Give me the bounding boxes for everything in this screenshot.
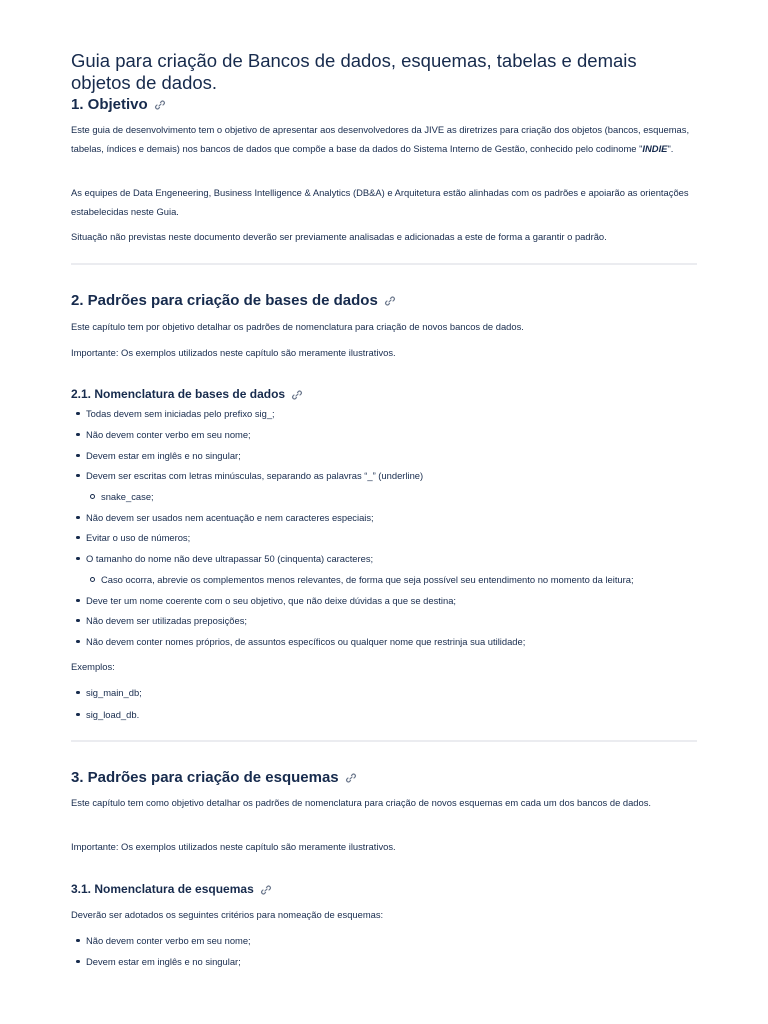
- link-icon[interactable]: [384, 295, 396, 307]
- link-icon[interactable]: [345, 772, 357, 784]
- link-icon[interactable]: [291, 389, 303, 401]
- subsection-2-1-heading: 2.1. Nomenclatura de bases de dados: [71, 387, 286, 401]
- examples-label: Exemplos:: [71, 661, 115, 672]
- section-divider: [71, 263, 697, 265]
- list-item: Não devem ser utilizadas preposições;: [71, 614, 247, 627]
- section-1-paragraph-2: As equipes de Data Engeneering, Business Intelligence & Analytics (DB&A) e Arquitetura estão alinhadas com os padrões e apoiarão as orientações estabelecidas neste Guia.: [71, 187, 689, 217]
- section-1-paragraph-3: Situação não previstas neste documento deverão ser previamente analisadas e adicionadas a este de forma a garantir o padrão.: [71, 231, 607, 242]
- section-2-paragraph-1: Este capítulo tem por objetivo detalhar os padrões de nomenclatura para criação de novos bancos de dados.: [71, 321, 524, 332]
- section-1-header: [71, 96, 166, 114]
- section-1-heading: 1. Objetivo: [71, 96, 148, 113]
- list-item: Devem estar em inglês e no singular;: [71, 449, 241, 462]
- section-2-paragraph-2: Importante: Os exemplos utilizados neste capítulo são meramente ilustrativos.: [71, 347, 396, 358]
- section-1-paragraph-1: [71, 121, 697, 158]
- section-divider: [71, 740, 697, 742]
- section-1-paragraph-1-text: Este guia de desenvolvimento tem o objetivo de apresentar aos desenvolvedores da JIVE as diretrizes para criação dos objetos (bancos, esquemas, tabelas, índices e demais) nos bancos de dados que compõe a base da dados do Sistema Interno de Gestão, conhecido pelo codinome ": [71, 124, 690, 154]
- page-title: Guia para criação de Bancos de dados, esquemas, tabelas e demais objetos de dados.: [71, 50, 637, 93]
- list-item: Todas devem sem iniciadas pelo prefixo sig_;: [71, 407, 275, 420]
- example-item: sig_main_db;: [71, 686, 142, 699]
- subsection-2-1-header: [71, 387, 303, 402]
- sub-list-item: Caso ocorra, abrevie os complementos menos relevantes, de forma que seja possível seu entendimento no momento da leitura;: [86, 573, 634, 586]
- section-3-paragraph-1: Este capítulo tem como objetivo detalhar os padrões de nomenclatura para criação de novos esquemas em cada um dos bancos de dados.: [71, 797, 652, 808]
- list-item: Não devem conter verbo em seu nome;: [71, 934, 251, 947]
- section-2-header: [71, 292, 396, 310]
- list-item: Não devem conter nomes próprios, de assuntos específicos ou qualquer nome que restrinja sua utilidade;: [71, 635, 525, 648]
- example-item: sig_load_db.: [71, 708, 139, 721]
- list-item: Devem estar em inglês e no singular;: [71, 955, 241, 968]
- list-item: Não devem conter verbo em seu nome;: [71, 428, 251, 441]
- section-1-paragraph-1-end: ".: [667, 142, 674, 154]
- list-item: Evitar o uso de números;: [71, 531, 190, 544]
- list-item: O tamanho do nome não deve ultrapassar 50 (cinquenta) caracteres;: [71, 552, 373, 565]
- list-item: Devem ser escritas com letras minúsculas, separando as palavras “_” (underline): [71, 469, 423, 482]
- link-icon[interactable]: [260, 884, 272, 896]
- sub-list-item: snake_case;: [86, 490, 154, 503]
- section-3-paragraph-2: Importante: Os exemplos utilizados neste capítulo são meramente ilustrativos.: [71, 841, 396, 852]
- subsection-3-1-header: [71, 882, 272, 897]
- section-2-heading: 2. Padrões para criação de bases de dados: [71, 292, 378, 309]
- list-item: Deve ter um nome coerente com o seu objetivo, que não deixe dúvidas a que se destina;: [71, 594, 456, 607]
- section-3-header: [71, 769, 357, 787]
- list-item: Não devem ser usados nem acentuação e nem caracteres especiais;: [71, 511, 374, 524]
- section-3-heading: 3. Padrões para criação de esquemas: [71, 769, 339, 786]
- link-icon[interactable]: [154, 99, 166, 111]
- codename: INDIE: [642, 142, 668, 154]
- subsection-3-1-intro: Deverão ser adotados os seguintes critérios para nomeação de esquemas:: [71, 909, 384, 920]
- subsection-3-1-heading: 3.1. Nomenclatura de esquemas: [71, 882, 254, 896]
